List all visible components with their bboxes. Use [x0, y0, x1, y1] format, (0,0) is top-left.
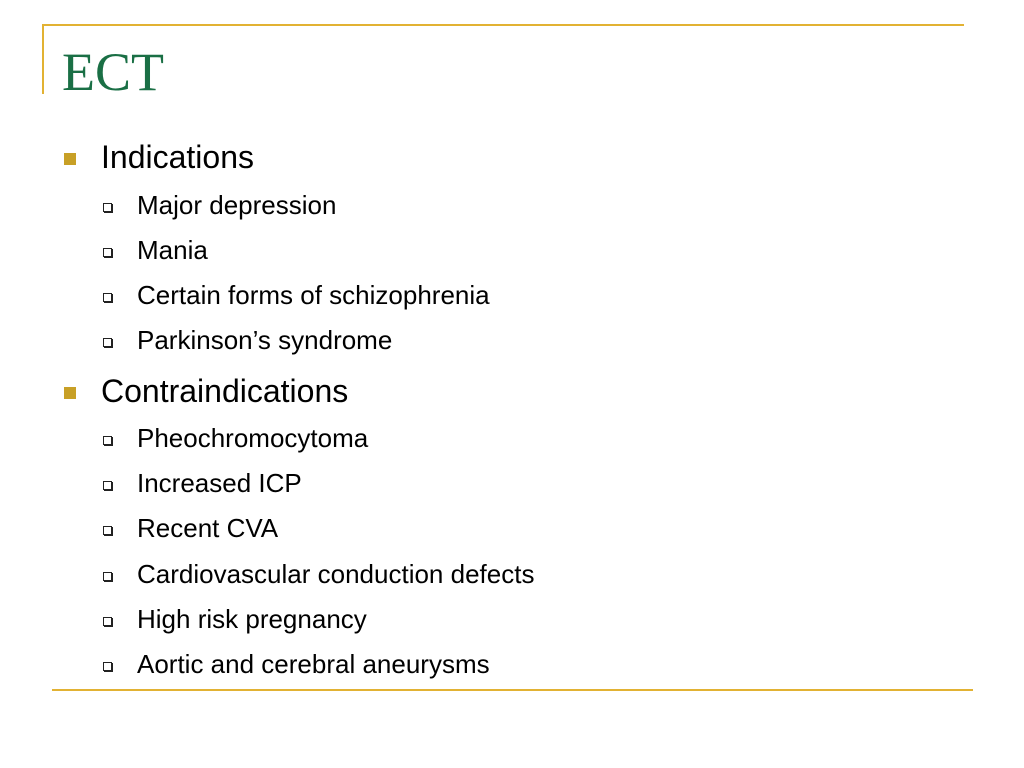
- list-item: Recent CVA: [137, 513, 279, 543]
- frame-left-line: [42, 24, 44, 94]
- hollow-square-bullet-icon: [103, 248, 112, 257]
- section-heading-indications: Indications: [101, 139, 254, 175]
- list-item: High risk pregnancy: [137, 604, 367, 634]
- list-item: Parkinson’s syndrome: [137, 325, 393, 355]
- list-item: Major depression: [137, 190, 337, 220]
- hollow-square-bullet-icon: [103, 617, 112, 626]
- hollow-square-bullet-icon: [103, 526, 112, 535]
- hollow-square-bullet-icon: [103, 662, 112, 671]
- hollow-square-bullet-icon: [103, 203, 112, 212]
- square-bullet-icon: [64, 153, 76, 165]
- hollow-square-bullet-icon: [103, 481, 112, 490]
- list-item: Pheochromocytoma: [137, 423, 369, 453]
- frame-bottom-line: [52, 689, 973, 691]
- frame-top-line: [42, 24, 964, 26]
- section-heading-contraindications: Contraindications: [101, 373, 349, 409]
- hollow-square-bullet-icon: [103, 293, 112, 302]
- list-item: Mania: [137, 235, 208, 265]
- hollow-square-bullet-icon: [103, 436, 112, 445]
- list-item: Aortic and cerebral aneurysms: [137, 649, 490, 679]
- hollow-square-bullet-icon: [103, 338, 112, 347]
- hollow-square-bullet-icon: [103, 572, 112, 581]
- list-item: Increased ICP: [137, 468, 302, 498]
- list-item: Certain forms of schizophrenia: [137, 280, 490, 310]
- slide-title: ECT: [62, 42, 164, 102]
- square-bullet-icon: [64, 387, 76, 399]
- list-item: Cardiovascular conduction defects: [137, 559, 535, 589]
